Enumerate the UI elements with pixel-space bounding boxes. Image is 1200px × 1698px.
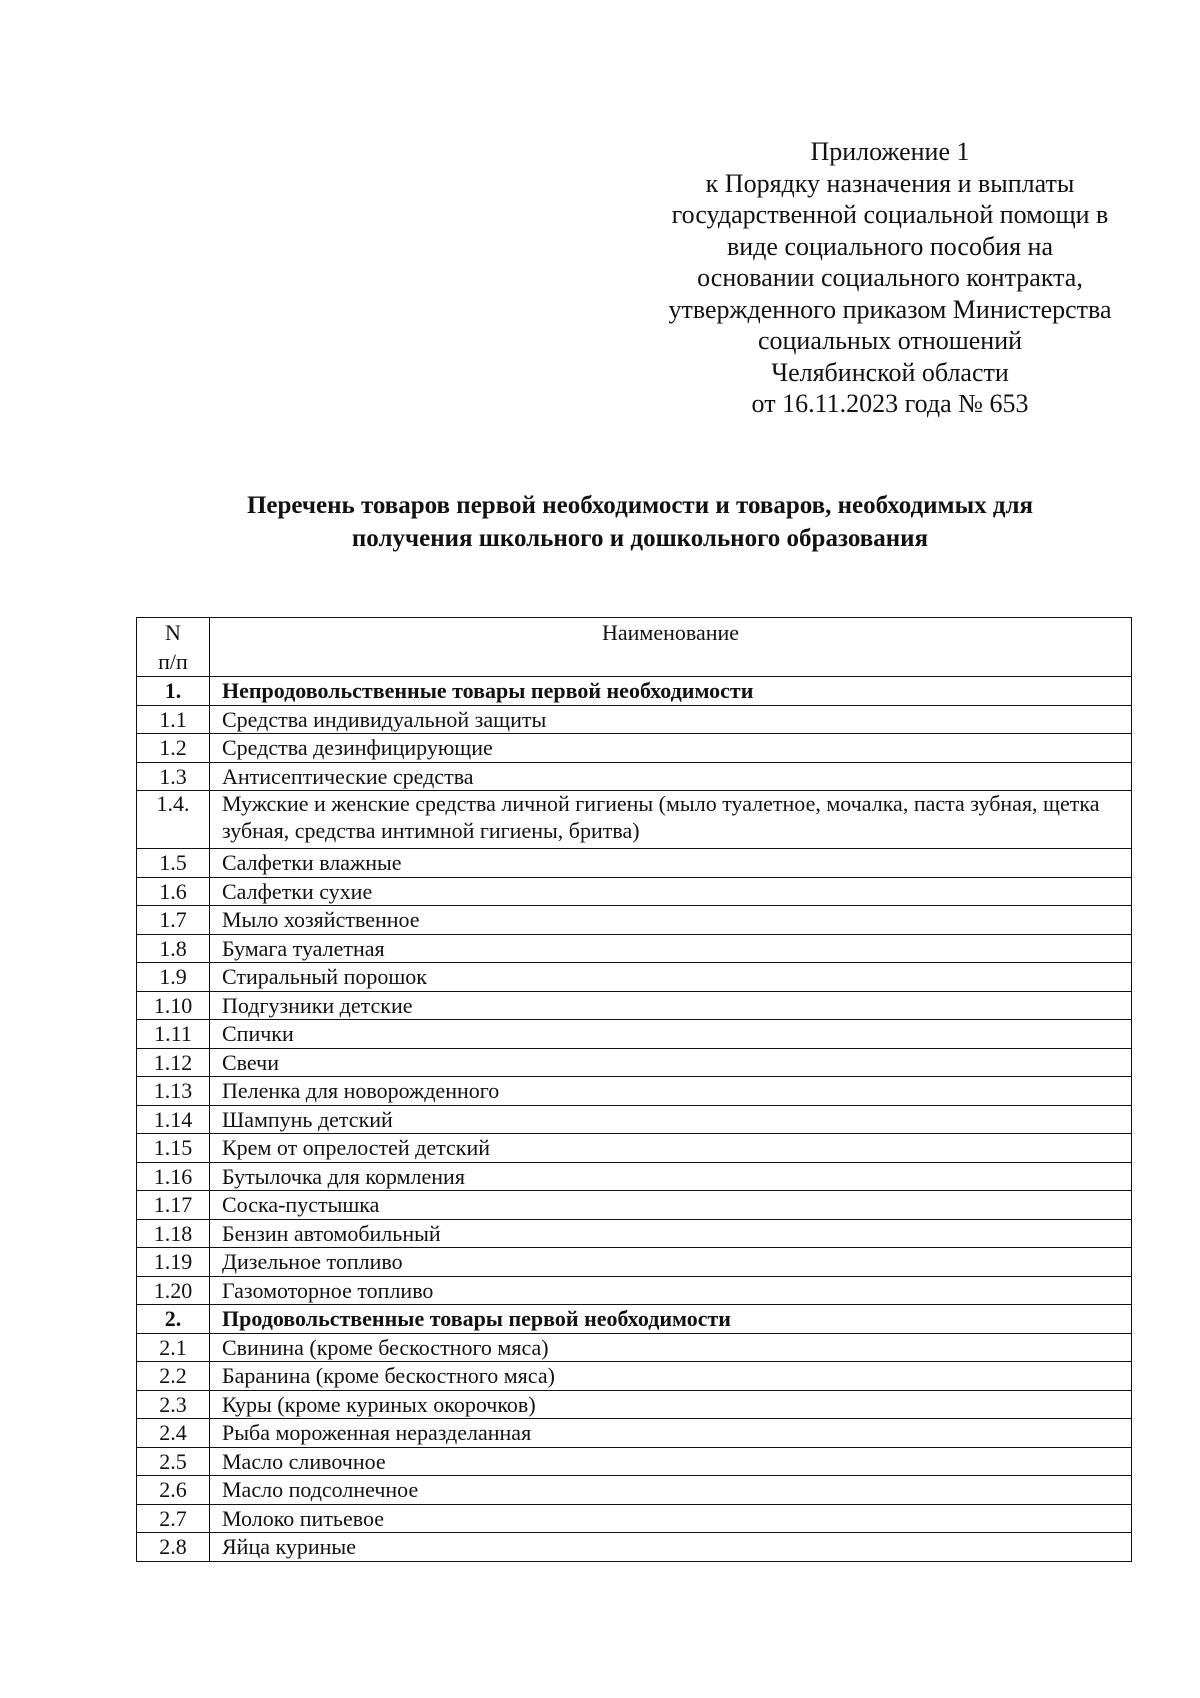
row-number: 1.2 xyxy=(137,734,210,763)
row-number: 1.19 xyxy=(137,1248,210,1277)
document-title xyxy=(90,489,1190,555)
item-name: Подгузники детские xyxy=(210,991,1132,1020)
row-number: 2.3 xyxy=(137,1390,210,1419)
table-row xyxy=(137,705,1132,734)
item-name: Бензин автомобильный xyxy=(210,1219,1132,1248)
row-number: 1.17 xyxy=(137,1191,210,1220)
appendix-line: утвержденного приказом Министерства xyxy=(668,294,1112,324)
row-number: 1. xyxy=(137,677,210,706)
item-name: Мыло хозяйственное xyxy=(210,906,1132,935)
table-row xyxy=(137,877,1132,906)
item-name: Средства индивидуальной защиты xyxy=(210,705,1132,734)
row-number: 1.18 xyxy=(137,1219,210,1248)
row-number: 1.10 xyxy=(137,991,210,1020)
row-number: 2.4 xyxy=(137,1419,210,1448)
appendix-line: государственной социальной помощи в xyxy=(671,200,1109,229)
table-row xyxy=(137,1533,1132,1562)
appendix-line: Приложение 1 xyxy=(810,137,970,166)
item-name: Мужские и женские средства личной гигиены (мыло туалетное, мочалка, паста зубная, щетка зубная, средства интимной гигиены, бритва) xyxy=(210,791,1132,849)
table-row xyxy=(137,791,1132,849)
row-number: 1.16 xyxy=(137,1162,210,1191)
row-number: 1.3 xyxy=(137,762,210,791)
item-name: Соска-пустышка xyxy=(210,1191,1132,1220)
row-number: 1.15 xyxy=(137,1134,210,1163)
column-header-number-line2: п/п xyxy=(158,649,188,674)
column-header-number xyxy=(137,618,210,677)
item-name: Антисептические средства xyxy=(210,762,1132,791)
table-row xyxy=(137,762,1132,791)
item-name: Куры (кроме куриных окорочков) xyxy=(210,1390,1132,1419)
row-number: 2.6 xyxy=(137,1476,210,1505)
table-row xyxy=(137,1504,1132,1533)
row-number: 2.7 xyxy=(137,1504,210,1533)
item-name: Салфетки сухие xyxy=(210,877,1132,906)
table-row xyxy=(137,849,1132,878)
row-number: 1.12 xyxy=(137,1048,210,1077)
table-section-row xyxy=(137,677,1132,706)
section-title: Продовольственные товары первой необходимости xyxy=(210,1305,1132,1334)
appendix-line: виде социального пособия на xyxy=(726,231,1053,261)
row-number: 1.8 xyxy=(137,934,210,963)
appendix-line: социальных отношений xyxy=(757,326,1023,355)
item-name: Салфетки влажные xyxy=(210,849,1132,878)
goods-table-body xyxy=(137,677,1132,1562)
table-row xyxy=(137,1248,1132,1277)
table-row xyxy=(137,1162,1132,1191)
item-name: Молоко питьевое xyxy=(210,1504,1132,1533)
table-row xyxy=(137,1447,1132,1476)
table-row xyxy=(137,906,1132,935)
row-number: 1.11 xyxy=(137,1020,210,1049)
table-row xyxy=(137,1390,1132,1419)
row-number: 2.8 xyxy=(137,1533,210,1562)
row-number: 1.6 xyxy=(137,877,210,906)
row-number: 1.7 xyxy=(137,906,210,935)
goods-table xyxy=(136,617,1132,1562)
document-title-line: Перечень товаров первой необходимости и товаров, необходимых для xyxy=(246,492,1034,519)
item-name: Шампунь детский xyxy=(210,1105,1132,1134)
item-name: Дизельное топливо xyxy=(210,1248,1132,1277)
document-title-line: получения школьного и дошкольного образования xyxy=(351,525,929,552)
table-row xyxy=(137,1134,1132,1163)
table-row xyxy=(137,1362,1132,1391)
row-number: 1.1 xyxy=(137,705,210,734)
appendix-line: к Порядку назначения и выплаты xyxy=(705,168,1075,198)
item-name: Бутылочка для кормления xyxy=(210,1162,1132,1191)
item-name: Масло подсолнечное xyxy=(210,1476,1132,1505)
column-header-number-line1: N xyxy=(165,620,181,645)
table-row xyxy=(137,1419,1132,1448)
table-row xyxy=(137,1333,1132,1362)
item-name: Свинина (кроме бескостного мяса) xyxy=(210,1333,1132,1362)
item-name: Свечи xyxy=(210,1048,1132,1077)
row-number: 2. xyxy=(137,1305,210,1334)
table-row xyxy=(137,734,1132,763)
table-header-row xyxy=(137,618,1132,677)
appendix-line: от 16.11.2023 года № 653 xyxy=(751,389,1029,418)
item-name: Крем от опрелостей детский xyxy=(210,1134,1132,1163)
item-name: Газомоторное топливо xyxy=(210,1276,1132,1305)
column-header-name: Наименование xyxy=(210,618,1132,677)
section-title: Непродовольственные товары первой необходимости xyxy=(210,677,1132,706)
table-row xyxy=(137,991,1132,1020)
row-number: 1.13 xyxy=(137,1077,210,1106)
row-number: 2.2 xyxy=(137,1362,210,1391)
item-name: Стиральный порошок xyxy=(210,963,1132,992)
row-number: 1.14 xyxy=(137,1105,210,1134)
table-row xyxy=(137,1191,1132,1220)
appendix-line: Челябинской области xyxy=(771,357,1009,387)
appendix-header xyxy=(640,136,1140,420)
row-number: 2.5 xyxy=(137,1447,210,1476)
item-name: Спички xyxy=(210,1020,1132,1049)
appendix-line: основании социального контракта, xyxy=(697,263,1083,292)
item-name: Пеленка для новорожденного xyxy=(210,1077,1132,1106)
table-row xyxy=(137,963,1132,992)
table-row xyxy=(137,1020,1132,1049)
row-number: 1.9 xyxy=(137,963,210,992)
table-row xyxy=(137,1476,1132,1505)
item-name: Яйца куриные xyxy=(210,1533,1132,1562)
row-number: 1.4. xyxy=(137,791,210,849)
item-name: Средства дезинфицирующие xyxy=(210,734,1132,763)
table-row xyxy=(137,1105,1132,1134)
row-number: 1.5 xyxy=(137,849,210,878)
item-name: Бумага туалетная xyxy=(210,934,1132,963)
row-number: 1.20 xyxy=(137,1276,210,1305)
table-row xyxy=(137,1276,1132,1305)
row-number: 2.1 xyxy=(137,1333,210,1362)
item-name: Масло сливочное xyxy=(210,1447,1132,1476)
table-row xyxy=(137,934,1132,963)
table-row xyxy=(137,1077,1132,1106)
item-name: Баранина (кроме бескостного мяса) xyxy=(210,1362,1132,1391)
table-row xyxy=(137,1048,1132,1077)
item-name: Рыба мороженная неразделанная xyxy=(210,1419,1132,1448)
table-section-row xyxy=(137,1305,1132,1334)
table-row xyxy=(137,1219,1132,1248)
